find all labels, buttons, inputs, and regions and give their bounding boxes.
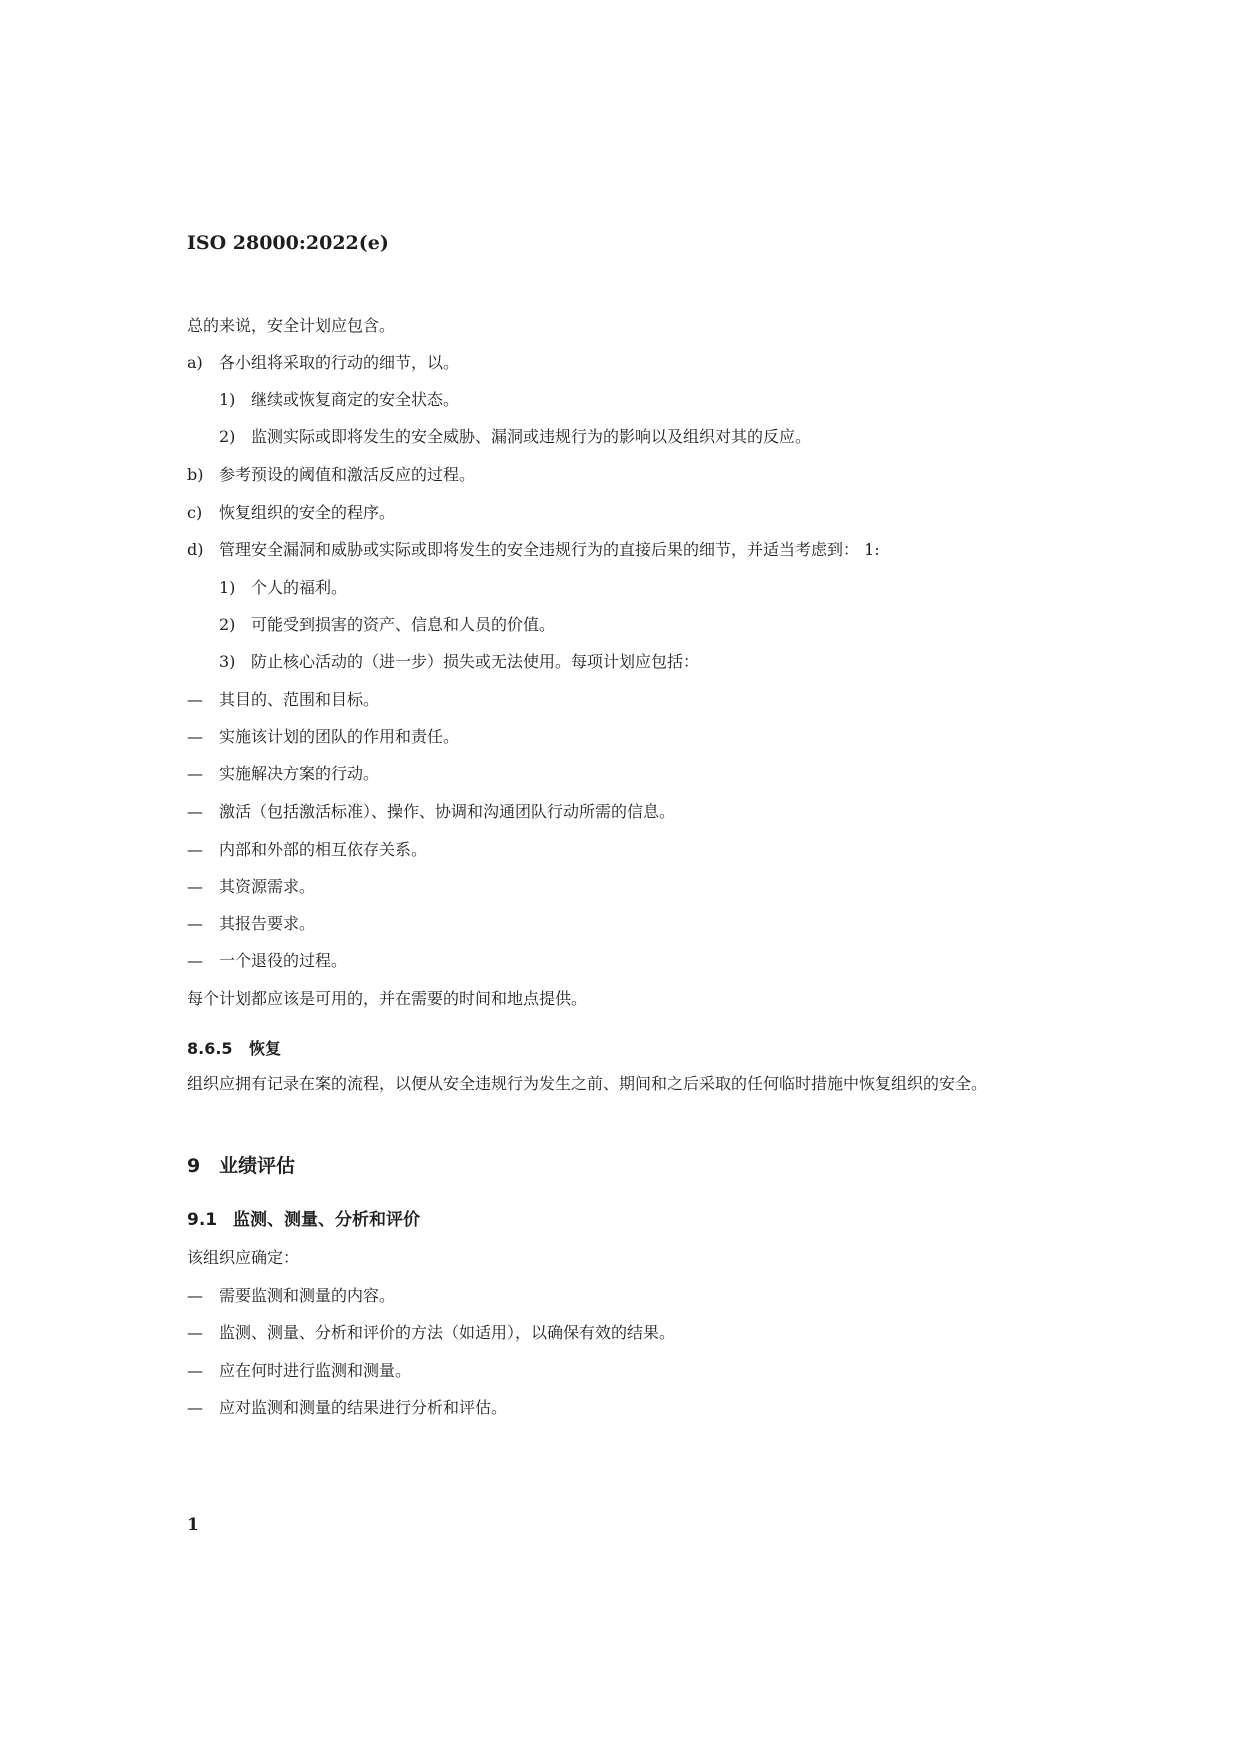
list-text: 恢复组织的安全的程序。: [219, 503, 396, 522]
intro-text: 总的来说，安全计划应包含。: [187, 316, 396, 335]
dash-marker: —: [187, 877, 203, 896]
section-number: 9.1: [187, 1210, 218, 1230]
section-heading-8-6-5: [187, 1036, 281, 1059]
dash-marker: —: [187, 840, 203, 859]
list-marker: 3): [219, 652, 236, 671]
page-number: 1: [187, 1515, 199, 1535]
list-marker: 2): [219, 615, 236, 634]
dash-marker: —: [187, 1286, 203, 1305]
dash-text: 实施解决方案的行动。: [219, 764, 380, 783]
dash-text: 实施该计划的团队的作用和责任。: [219, 727, 460, 746]
section-number: 9: [187, 1155, 201, 1177]
dash-text: 其资源需求。: [219, 877, 316, 896]
section-title: 业绩评估: [219, 1155, 296, 1177]
dash-text: 其目的、范围和目标。: [219, 690, 380, 709]
section-title: 监测、测量、分析和评价: [233, 1210, 420, 1230]
list-marker: d): [187, 540, 204, 559]
dash-marker: —: [187, 1323, 203, 1342]
dash-marker: —: [187, 690, 203, 709]
dash-text: 其报告要求。: [219, 914, 316, 933]
list-marker: c): [187, 503, 203, 522]
section-number: 8.6.5: [187, 1039, 233, 1058]
list-marker: 1): [219, 390, 236, 409]
dash-text: 一个退役的过程。: [219, 951, 348, 970]
list-text: 监测实际或即将发生的安全威胁、漏洞或违规行为的影响以及组织对其的反应。: [251, 427, 812, 446]
list-text: 参考预设的阈值和激活反应的过程。: [219, 465, 476, 484]
list-marker: 2): [219, 427, 236, 446]
dash-marker: —: [187, 1398, 203, 1417]
list-text: 可能受到损害的资产、信息和人员的价值。: [251, 615, 556, 634]
dash-marker: —: [187, 1361, 203, 1380]
section-heading-9: [187, 1151, 295, 1178]
list-text: 各小组将采取的行动的细节，以。: [219, 353, 460, 372]
dash-text: 需要监测和测量的内容。: [219, 1286, 396, 1305]
dash-marker: —: [187, 951, 203, 970]
list-text: 管理安全漏洞和威胁或实际或即将发生的安全违规行为的直接后果的细节，并适当考虑到： 1:: [219, 540, 880, 559]
dash-text: 应在何时进行监测和测量。: [219, 1361, 412, 1380]
availability-text: 每个计划都应该是可用的，并在需要的时间和地点提供。: [187, 989, 588, 1008]
section-title: 恢复: [249, 1039, 282, 1058]
dash-marker: —: [187, 914, 203, 933]
list-text: 个人的福利。: [251, 578, 348, 597]
dash-text: 内部和外部的相互依存关系。: [219, 840, 428, 859]
dash-marker: —: [187, 727, 203, 746]
list-marker: b): [187, 465, 204, 484]
dash-text: 激活（包括激活标准）、操作、协调和沟通团队行动所需的信息。: [219, 802, 676, 821]
dash-text: 应对监测和测量的结果进行分析和评估。: [219, 1398, 508, 1417]
section-9-1-intro: 该组织应确定：: [187, 1248, 300, 1267]
document-header: ISO 28000:2022(e): [187, 232, 389, 254]
section-8-6-5-text: 组织应拥有记录在案的流程，以便从安全违规行为发生之前、期间和之后采取的任何临时措施中恢复组织的安全。: [187, 1074, 988, 1093]
dash-marker: —: [187, 802, 203, 821]
section-heading-9-1: [187, 1205, 420, 1230]
dash-text: 监测、测量、分析和评价的方法（如适用），以确保有效的结果。: [219, 1323, 676, 1342]
list-marker: 1): [219, 578, 236, 597]
list-text: 防止核心活动的（进一步）损失或无法使用。每项计划应包括：: [251, 652, 700, 671]
list-marker: a): [187, 353, 203, 372]
list-text: 继续或恢复商定的安全状态。: [251, 390, 460, 409]
dash-marker: —: [187, 764, 203, 783]
